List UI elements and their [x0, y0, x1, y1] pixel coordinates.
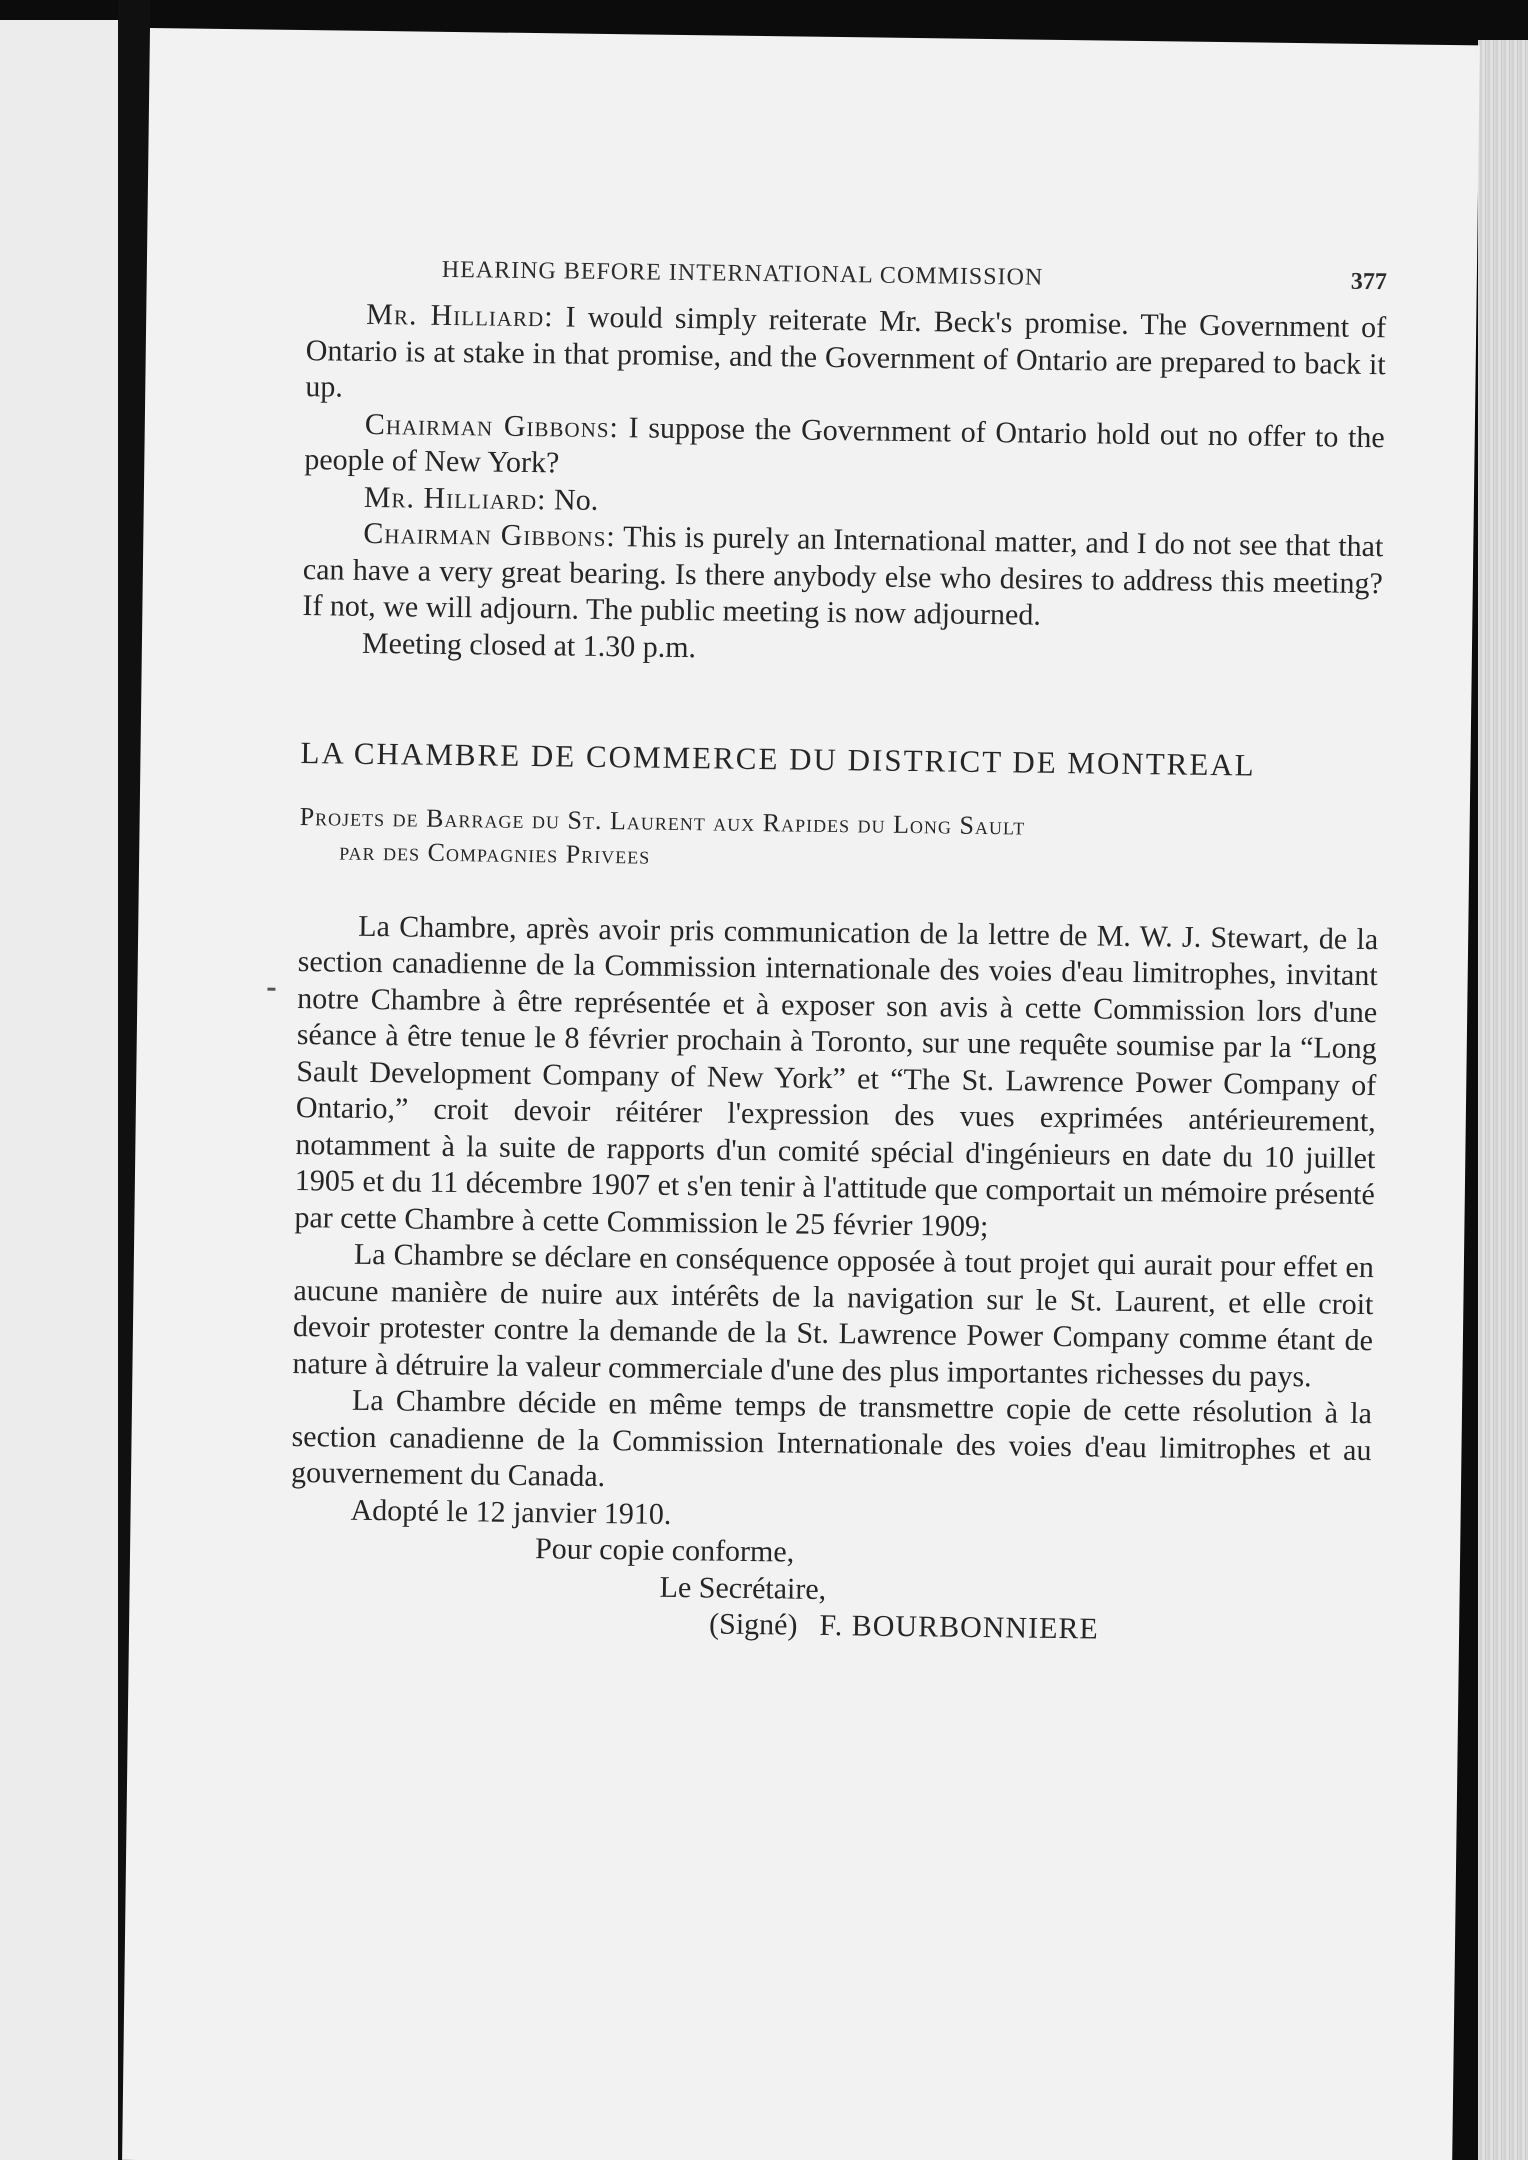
speech-text: I would simply reiterate Mr. Beck's promise. The Government of Ontario is at stake in that promise, and the Government of Ontario are prepared to back it up.	[305, 300, 1387, 404]
signature-copy-line: Pour copie conforme,	[534, 1532, 795, 1569]
page-number: 377	[1350, 268, 1387, 296]
transcript-paragraph	[304, 406, 1385, 493]
subtitle-line-1: Projets de Barrage du St. Laurent aux Rapides du Long Sault	[299, 801, 1026, 841]
subtitle-line-2: par des Compagnies Privees	[339, 836, 651, 870]
running-head-title: HEARING BEFORE INTERNATIONAL COMMISSION	[441, 256, 1044, 291]
page-edges	[1478, 40, 1528, 2160]
speaker-label: Chairman Gibbons:	[363, 516, 616, 554]
transcript-paragraph	[302, 515, 1383, 639]
section-title: LA CHAMBRE DE COMMERCE DU DISTRICT DE MONTREAL	[300, 735, 1256, 783]
speech-text: No.	[546, 482, 599, 517]
resolution-paragraph: La Chambre se déclare en conséquence opposée à tout projet qui aurait pour effet en aucune manière de nuire aux intérêts de la navigation sur le St. Laurent, et elle croit devoir protester contre la demande de la St. Lawrence Power Company comme étant de nature à détruire la valeur commerciale d'une des plus importantes richesses du pays.	[292, 1237, 1375, 1393]
signatory-name: F. BOURBONNIERE	[819, 1608, 1099, 1646]
signed-label: (Signé)	[708, 1607, 798, 1642]
margin-mark	[267, 988, 275, 991]
transcript-paragraph	[305, 296, 1386, 420]
resolution-paragraph: La Chambre décide en même temps de transmettre copie de cette résolution à la section canadienne de la Commission Internationale des voies d'eau limitrophes et au gouvernement du Canada.	[290, 1383, 1373, 1494]
page-content	[289, 250, 1387, 1652]
meeting-closed-note: Meeting closed at 1.30 p.m.	[361, 626, 697, 664]
adoption-date: Adopté le 12 janvier 1910.	[350, 1493, 672, 1531]
speaker-label: Mr. Hilliard:	[363, 480, 547, 516]
resolution-paragraph: La Chambre, après avoir pris communication de la lettre de M. W. J. Stewart, de la section canadienne de la Commission internationale des voies d'eau limitrophes, invitant notre Chambre à être représentée et à exposer son avis à cette Commission lors d'une séance à être tenue le 8 février prochain à Toronto, sur une requête soumise par la “Long Sault Development Company of New York” et “The St. Lawrence Power Company of Ontario,” croit devoir réitérer l'expression des vues exprimées antérieurement, notamment à la suite de rapports d'un comité spécial d'ingénieurs en date du 10 juillet 1905 et du 11 décembre 1907 et s'en tenir à l'attitude que comportait un mémoire présenté par cette Chambre à cette Commission le 25 février 1909;	[294, 909, 1379, 1243]
resolution-body	[290, 908, 1378, 1543]
speaker-label: Chairman Gibbons:	[364, 407, 620, 444]
speech-text: I suppose the Government of Ontario hold out no offer to the people of New York?	[304, 410, 1385, 480]
signature-role: Le Secrétaire,	[659, 1570, 827, 1606]
section-subtitle	[299, 800, 1380, 882]
facing-page-edge	[0, 20, 128, 2160]
speaker-label: Mr. Hilliard:	[366, 297, 554, 334]
speech-text: This is purely an International matter, and I do not see that that can have a very great bearing. Is there anybody else who desires to address this meeting? If not, we will adjourn. The public meeting is now adjourned.	[302, 520, 1384, 632]
book-page	[122, 28, 1480, 2160]
